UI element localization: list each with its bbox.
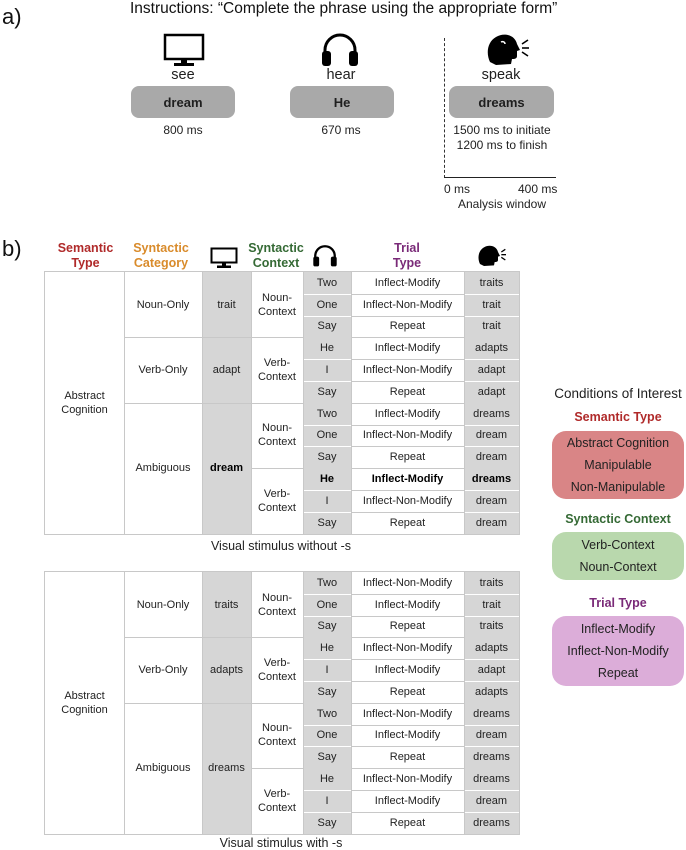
stimulus-table-with-s	[44, 571, 520, 835]
hear-timing: 670 ms	[321, 123, 361, 137]
syntactic-context-cell-line: Noun-	[262, 291, 292, 304]
semantic-type-header: Semantic Type	[57, 241, 114, 270]
syntactic-context-cell-line: Context	[258, 801, 296, 814]
syntactic-context-cell-line: Verb-	[263, 787, 291, 800]
analysis-start: 0 ms	[444, 182, 471, 196]
legend-trial-title: Trial Type	[589, 596, 647, 610]
trial-type-cell: Repeat	[389, 320, 426, 333]
spoken-response-cell: dreams	[464, 403, 519, 425]
headphones-icon	[320, 32, 360, 68]
auditory-cue-cell: Say	[303, 381, 351, 403]
row-divider	[303, 659, 351, 660]
analysis-window-bar	[444, 177, 556, 178]
visual-stimulus-cell: trait	[202, 272, 251, 337]
panel-b-label: b)	[2, 236, 22, 261]
trial-type-cell: Inflect-Modify	[374, 407, 441, 420]
row-divider	[351, 490, 464, 491]
syntactic-category-cell: Verb-Only	[138, 664, 188, 677]
row-divider	[464, 294, 519, 295]
visual-stimulus-cell: adapts	[202, 637, 251, 702]
row-divider	[464, 790, 519, 791]
spoken-response-cell: dreams	[464, 768, 519, 790]
syntactic-context-cell-line: Context	[258, 501, 296, 514]
spoken-response-cell: adapt	[464, 381, 519, 403]
column-divider	[251, 572, 252, 834]
row-divider	[303, 746, 351, 747]
spoken-response-cell: dreams	[464, 703, 519, 725]
row-divider	[303, 812, 351, 813]
auditory-cue-cell: Two	[303, 703, 351, 725]
syntactic-context-cell	[251, 272, 303, 337]
trial-type-cell: Inflect-Non-Modify	[362, 707, 453, 720]
legend-trial-box	[552, 616, 684, 686]
row-divider	[464, 512, 519, 513]
spoken-response-cell: dream	[464, 446, 519, 468]
trial-type-cell: Inflect-Non-Modify	[362, 364, 453, 377]
row-divider	[303, 512, 351, 513]
legend-item: Inflect-Non-Modify	[567, 644, 669, 658]
row-divider	[303, 490, 351, 491]
analysis-window-label: Analysis window	[457, 197, 547, 211]
legend-context-title: Syntactic Context	[565, 512, 671, 526]
legend-item: Repeat	[597, 666, 639, 680]
spoken-response-cell: traits	[464, 616, 519, 638]
spoken-response-cell: dream	[464, 490, 519, 512]
trial-type-cell: Repeat	[389, 385, 426, 398]
trial-type-cell: Repeat	[389, 816, 426, 829]
trial-type-header: Trial Type	[392, 241, 422, 270]
row-divider	[464, 725, 519, 726]
trial-type-cell: Repeat	[389, 620, 426, 633]
column-divider	[464, 572, 465, 834]
speech-onset-line	[444, 38, 445, 178]
row-divider	[351, 594, 464, 595]
syntactic-category-cell: Ambiguous	[135, 462, 191, 475]
syntactic-category-header: Syntactic Category	[133, 241, 189, 270]
trial-type-cell: Inflect-Non-Modify	[362, 494, 453, 507]
syntactic-context-cell-line: Context	[258, 436, 296, 449]
syntactic-context-header: Syntactic Context	[248, 241, 304, 270]
spoken-response-cell: dream	[464, 425, 519, 447]
spoken-response-cell: trait	[464, 294, 519, 316]
row-divider	[464, 446, 519, 447]
syntactic-context-cell	[251, 768, 303, 833]
syntactic-context-cell	[251, 703, 303, 768]
legend-context-box	[552, 532, 684, 580]
monitor-icon	[163, 33, 205, 67]
row-divider	[351, 512, 464, 513]
trial-type-cell: Inflect-Modify	[374, 276, 441, 289]
trial-type-cell: Inflect-Modify	[374, 342, 441, 355]
trial-type-cell: Inflect-Modify	[374, 664, 441, 677]
headphones-header-icon	[312, 244, 338, 268]
row-divider	[464, 594, 519, 595]
auditory-cue-cell: He	[303, 768, 351, 790]
legend-item: Verb-Context	[581, 538, 655, 552]
row-divider	[351, 746, 464, 747]
syntactic-category-cell: Noun-Only	[136, 298, 190, 311]
row-divider	[351, 294, 464, 295]
row-divider	[303, 681, 351, 682]
hear-label: hear	[326, 67, 356, 83]
column-divider	[251, 272, 252, 534]
auditory-cue-cell: I	[303, 490, 351, 512]
see-timing: 800 ms	[163, 123, 203, 137]
panel-a-label: a)	[2, 4, 22, 29]
row-divider	[351, 812, 464, 813]
auditory-cue-cell: Say	[303, 681, 351, 703]
legend-semantic-title: Semantic Type	[574, 410, 662, 424]
syntactic-context-cell-line: Context	[258, 371, 296, 384]
trial-type-cell: Inflect-Modify	[374, 598, 441, 611]
trial-type-cell: Inflect-Modify	[374, 729, 441, 742]
speak-timing-initiate: 1500 ms to initiate	[453, 123, 551, 137]
trial-type-cell: Repeat	[389, 751, 426, 764]
syntactic-context-cell-line: Context	[258, 605, 296, 618]
legend-item: Noun-Context	[579, 560, 657, 574]
auditory-cue-cell: He	[303, 637, 351, 659]
semantic-type-cell-line: Cognition	[61, 403, 108, 416]
spoken-response-cell: traits	[464, 272, 519, 294]
row-divider	[464, 746, 519, 747]
trial-type-cell: Inflect-Non-Modify	[362, 576, 453, 589]
speaking-head-icon	[484, 32, 532, 68]
legend-item: Non-Manipulable	[570, 480, 666, 494]
auditory-cue-cell: I	[303, 359, 351, 381]
legend-semantic-box	[552, 431, 684, 499]
row-divider	[351, 316, 464, 317]
syntactic-category-cell: Verb-Only	[138, 364, 188, 377]
auditory-cue-cell: One	[303, 294, 351, 316]
row-divider	[464, 681, 519, 682]
visual-word-pill: dream	[131, 86, 235, 118]
spoken-response-cell: dreams	[464, 746, 519, 768]
syntactic-context-cell-line: Verb-	[263, 487, 291, 500]
auditory-cue-cell: Say	[303, 316, 351, 338]
row-divider	[464, 490, 519, 491]
visual-stimulus-cell: traits	[202, 572, 251, 637]
syntactic-context-cell-line: Context	[258, 305, 296, 318]
column-divider	[303, 572, 304, 834]
row-divider	[464, 381, 519, 382]
spoken-response-cell: dream	[464, 790, 519, 812]
speak-label: speak	[481, 67, 521, 83]
column-divider	[202, 272, 203, 534]
row-divider	[303, 316, 351, 317]
row-divider	[303, 294, 351, 295]
spoken-response-cell: dreams	[464, 468, 519, 490]
auditory-cue-cell: I	[303, 790, 351, 812]
syntactic-context-cell-line: Verb-	[263, 657, 291, 670]
trial-type-cell: Inflect-Modify	[374, 794, 441, 807]
spoken-response-cell: dream	[464, 512, 519, 534]
instruction-text: Instructions: “Complete the phrase using the appropriate form”	[130, 0, 558, 17]
column-divider	[351, 572, 352, 834]
semantic-type-cell-line: Cognition	[61, 703, 108, 716]
row-divider	[464, 812, 519, 813]
spoken-response-cell: dreams	[464, 812, 519, 834]
auditory-word-pill: He	[290, 86, 394, 118]
trial-type-cell: Inflect-Non-Modify	[362, 773, 453, 786]
row-divider	[303, 381, 351, 382]
row-divider	[351, 681, 464, 682]
legend-item: Abstract Cognition	[566, 436, 670, 450]
visual-stimulus-cell: dream	[202, 403, 251, 534]
spoken-response-cell: adapts	[464, 637, 519, 659]
row-divider	[464, 616, 519, 617]
auditory-cue-cell: Say	[303, 446, 351, 468]
visual-stimulus-cell: dreams	[202, 703, 251, 834]
row-divider	[303, 359, 351, 360]
auditory-cue-cell: One	[303, 725, 351, 747]
auditory-cue-cell: Say	[303, 746, 351, 768]
spoken-response-cell: adapt	[464, 359, 519, 381]
row-divider	[351, 659, 464, 660]
spoken-response-cell: dream	[464, 725, 519, 747]
syntactic-context-cell-line: Verb-	[263, 357, 291, 370]
visual-stimulus-cell: adapt	[202, 337, 251, 402]
trial-type-cell: Repeat	[389, 685, 426, 698]
column-divider	[303, 272, 304, 534]
auditory-cue-cell: He	[303, 468, 351, 490]
auditory-cue-cell: One	[303, 594, 351, 616]
row-divider	[303, 790, 351, 791]
semantic-type-cell-line: Abstract	[64, 689, 105, 702]
trial-type-cell: Repeat	[389, 451, 426, 464]
syntactic-context-cell-line: Noun-	[262, 422, 292, 435]
row-divider	[351, 359, 464, 360]
spoken-response-cell: adapts	[464, 337, 519, 359]
legend-item: Manipulable	[584, 458, 652, 472]
row-divider	[351, 425, 464, 426]
trial-type-cell: Inflect-Non-Modify	[362, 429, 453, 442]
auditory-cue-cell: Say	[303, 512, 351, 534]
syntactic-context-cell	[251, 337, 303, 402]
spoken-response-cell: trait	[464, 594, 519, 616]
column-divider	[464, 272, 465, 534]
spoken-word-pill: dreams	[449, 86, 554, 118]
speaking-head-header-icon	[476, 244, 508, 268]
column-divider	[124, 572, 125, 834]
syntactic-context-cell-line: Noun-	[262, 722, 292, 735]
syntactic-context-cell	[251, 403, 303, 468]
row-divider	[464, 316, 519, 317]
column-divider	[124, 272, 125, 534]
auditory-cue-cell: One	[303, 425, 351, 447]
auditory-cue-cell: Two	[303, 272, 351, 294]
syntactic-context-cell	[251, 572, 303, 637]
syntactic-context-cell	[251, 637, 303, 702]
row-divider	[303, 594, 351, 595]
see-label: see	[171, 67, 195, 83]
row-divider	[464, 359, 519, 360]
legend-item: Inflect-Modify	[580, 622, 656, 636]
row-divider	[351, 616, 464, 617]
auditory-cue-cell: Two	[303, 403, 351, 425]
row-divider	[303, 425, 351, 426]
column-divider	[202, 572, 203, 834]
row-divider	[351, 446, 464, 447]
row-divider	[303, 616, 351, 617]
row-divider	[464, 425, 519, 426]
auditory-cue-cell: Two	[303, 572, 351, 594]
semantic-type-cell	[45, 572, 124, 834]
trial-type-cell: Inflect-Modify	[371, 473, 444, 486]
column-divider	[351, 272, 352, 534]
semantic-type-cell-line: Abstract	[64, 389, 105, 402]
row-divider	[351, 790, 464, 791]
spoken-response-cell: adapts	[464, 681, 519, 703]
spoken-response-cell: trait	[464, 316, 519, 338]
auditory-cue-cell: Say	[303, 616, 351, 638]
table1-caption: Visual stimulus without -s	[210, 539, 352, 553]
spoken-response-cell: traits	[464, 572, 519, 594]
semantic-type-cell	[45, 272, 124, 534]
auditory-cue-cell: He	[303, 337, 351, 359]
syntactic-category-cell: Noun-Only	[136, 598, 190, 611]
auditory-cue-cell: I	[303, 659, 351, 681]
syntactic-context-cell-line: Context	[258, 671, 296, 684]
legend-title: Conditions of Interest	[554, 386, 682, 401]
analysis-end: 400 ms	[518, 182, 558, 196]
spoken-response-cell: adapt	[464, 659, 519, 681]
monitor-header-icon	[210, 247, 238, 269]
row-divider	[464, 659, 519, 660]
trial-type-cell: Inflect-Non-Modify	[362, 642, 453, 655]
row-divider	[303, 446, 351, 447]
syntactic-category-cell: Ambiguous	[135, 762, 191, 775]
auditory-cue-cell: Say	[303, 812, 351, 834]
row-divider	[303, 725, 351, 726]
syntactic-context-cell	[251, 468, 303, 533]
table2-caption: Visual stimulus with -s	[219, 836, 343, 850]
syntactic-context-cell-line: Context	[258, 736, 296, 749]
trial-type-cell: Inflect-Non-Modify	[362, 298, 453, 311]
speak-timing-finish: 1200 ms to finish	[456, 138, 548, 152]
stimulus-table-without-s	[44, 271, 520, 535]
row-divider	[351, 381, 464, 382]
trial-type-cell: Repeat	[389, 516, 426, 529]
row-divider	[351, 725, 464, 726]
syntactic-context-cell-line: Noun-	[262, 591, 292, 604]
